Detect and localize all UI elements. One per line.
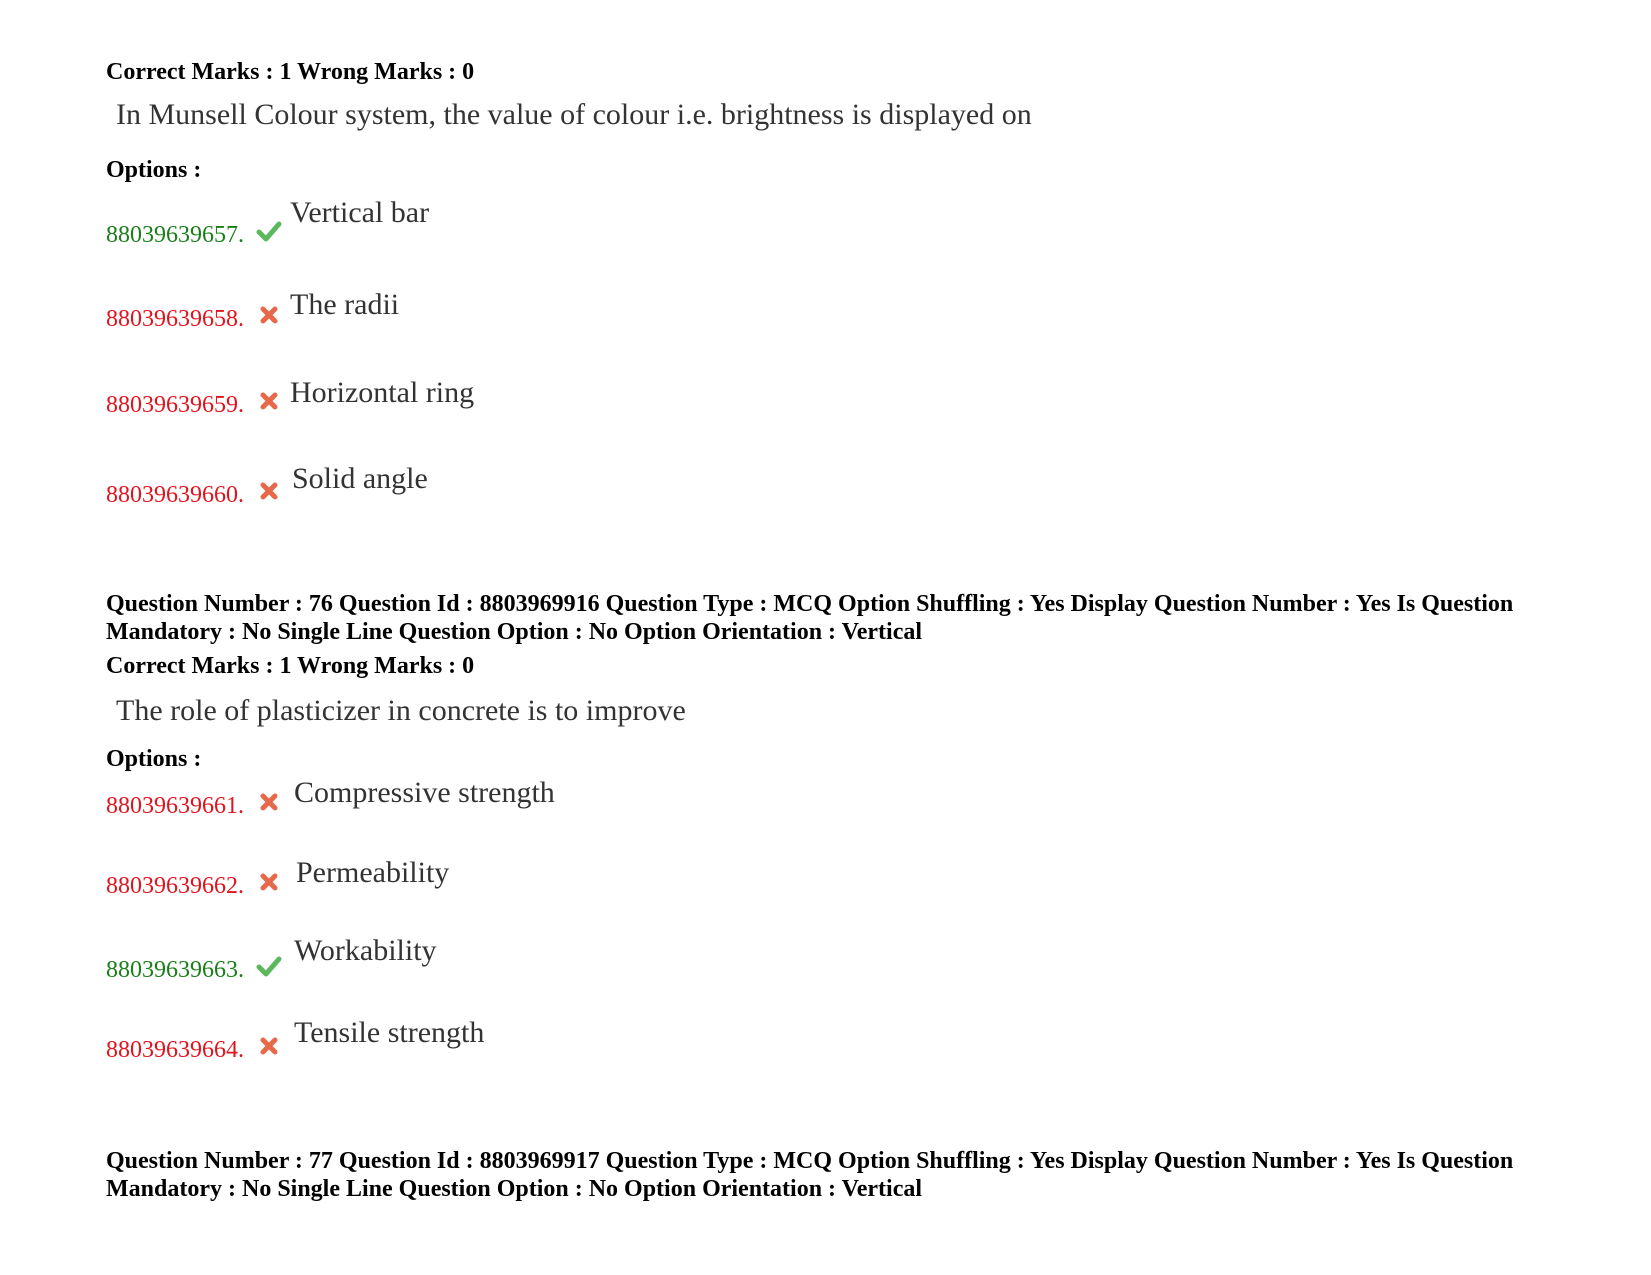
- option-text: Solid angle: [292, 462, 428, 495]
- option-text: Workability: [294, 934, 437, 967]
- cross-icon: [256, 388, 282, 414]
- option-id: 88039639660.: [106, 482, 244, 508]
- question-text: The role of plasticizer in concrete is to improve: [116, 694, 686, 727]
- check-icon: [256, 218, 282, 244]
- option-id: 88039639661.: [106, 793, 244, 819]
- option-text: Horizontal ring: [290, 376, 475, 409]
- option-id: 88039639657.: [106, 222, 244, 248]
- option-text: Vertical bar: [290, 196, 430, 229]
- option-id: 88039639659.: [106, 392, 244, 418]
- cross-icon: [256, 1033, 282, 1059]
- cross-icon: [256, 302, 282, 328]
- option-text: Compressive strength: [294, 776, 555, 809]
- cross-icon: [256, 869, 282, 895]
- check-icon: [256, 953, 282, 979]
- question-meta: Question Number : 77 Question Id : 8803969917 Question Type : MCQ Option Shuffling : Yes Display Question Number : Yes Is Question Mandatory : No Single Line Question Option : No Option Orientation : Vertical: [106, 1148, 1514, 1202]
- option-id: 88039639658.: [106, 306, 244, 332]
- marks-line: Correct Marks : 1 Wrong Marks : 0: [106, 653, 475, 679]
- option-text: Tensile strength: [294, 1016, 485, 1049]
- question-text: In Munsell Colour system, the value of colour i.e. brightness is displayed on: [116, 98, 1032, 131]
- option-id: 88039639662.: [106, 873, 244, 899]
- option-text: Permeability: [296, 856, 450, 889]
- options-label: Options :: [106, 157, 202, 183]
- option-id: 88039639663.: [106, 957, 244, 983]
- marks-line: Correct Marks : 1 Wrong Marks : 0: [106, 59, 475, 85]
- option-id: 88039639664.: [106, 1037, 244, 1063]
- option-text: The radii: [290, 288, 400, 321]
- cross-icon: [256, 478, 282, 504]
- options-label: Options :: [106, 746, 202, 772]
- cross-icon: [256, 789, 282, 815]
- question-meta: Question Number : 76 Question Id : 8803969916 Question Type : MCQ Option Shuffling : Yes Display Question Number : Yes Is Question Mandatory : No Single Line Question Option : No Option Orientation : Vertical: [106, 591, 1514, 645]
